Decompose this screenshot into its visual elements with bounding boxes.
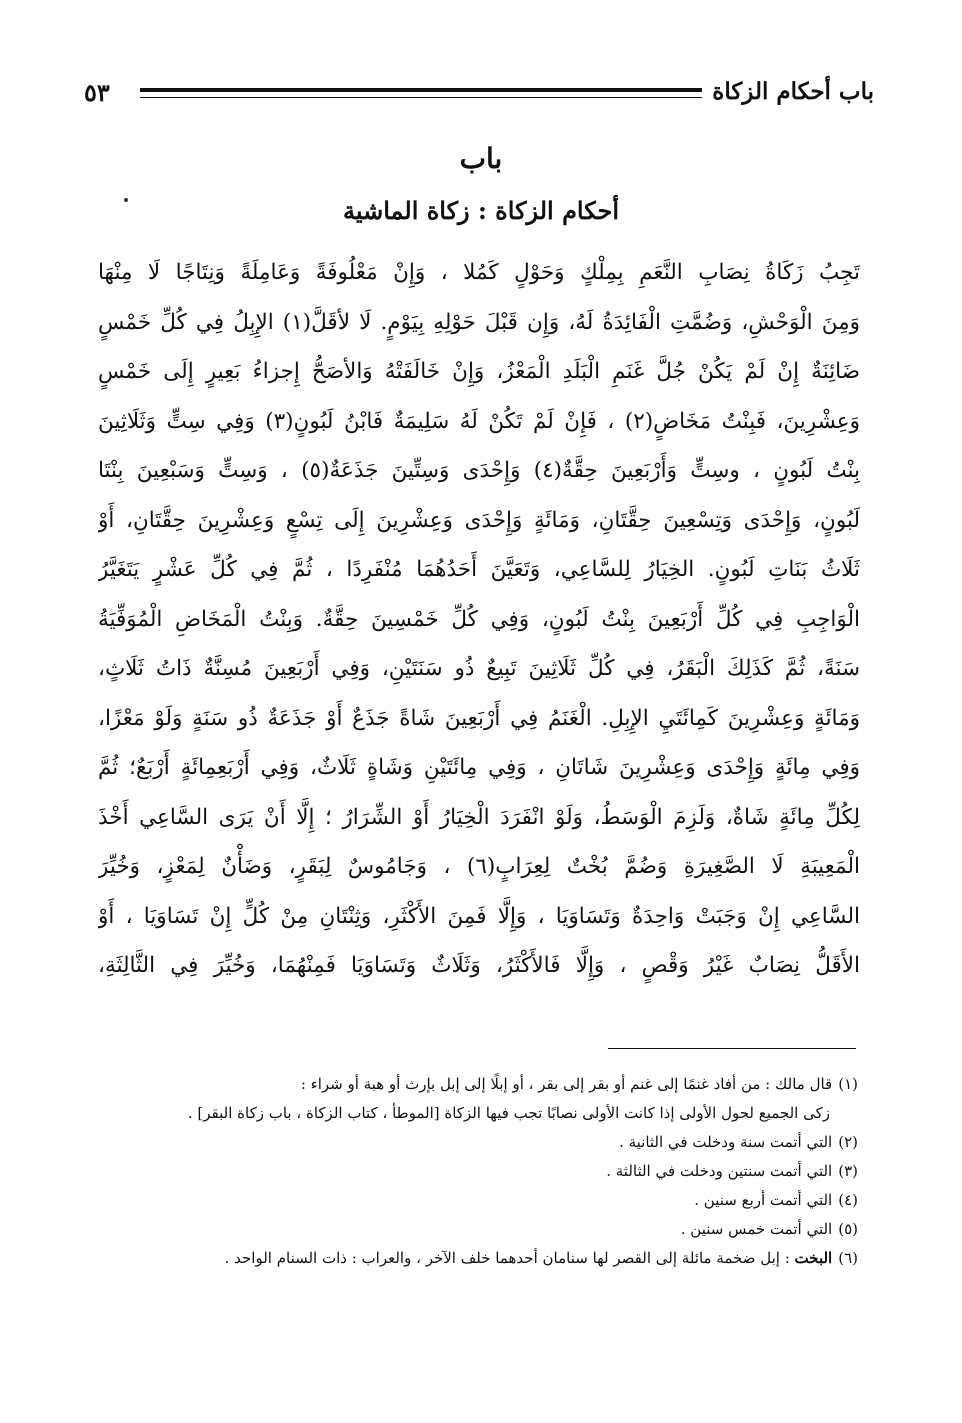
footnote-text: التي أتمت سنتين ودخلت في الثالثة . — [606, 1162, 833, 1180]
body-line: ثَلَاثُ بَنَاتِ لَبُونٍ. الخِيَارُ لِلسَّاعِي، وَتَعَيَّنَ أَحَدُهُمَا مُنْفَرِدًا ، ثُمَّ فِي كُلِّ عَشْرٍ يَتَغَيَّرُ — [98, 557, 860, 582]
body-line: تَجِبُ زَكَاةُ نِصَابِ النَّعَمِ بِمِلْكٍ وَحَوْلٍ كَمُلا ، وَإِنْ مَعْلُوفَةً وَعَامِلَةً وَنِتَاجًا لَا مِنْهَا — [98, 260, 860, 285]
footnote-1 — [88, 1070, 858, 1099]
footnote-1-continued — [88, 1099, 858, 1128]
header-rule — [140, 88, 702, 98]
body-line: ضَائِنَةٌ إِنْ لَمْ يَكُنْ جُلَّ غَنَمِ الْبَلَدِ الْمَعْزُ، وَإِنْ خَالَفَتْهُ وَالأصَحُّ إِجزاءُ بَعِيرٍ إِلَى خَمْسٍ — [98, 359, 860, 384]
footnote-text: التي أتمت أربع سنين . — [694, 1191, 833, 1209]
body-text — [98, 248, 860, 991]
running-title: باب أحكام الزكاة — [712, 78, 874, 105]
running-header — [84, 78, 874, 112]
body-line: وَمِنَ الْوَحْشِ، وَضُمَّتِ الْفَائِدَةُ لَهُ، وَإِن قَبْلَ حَوْلِهِ بِيَوْمٍ. لَا لأقَلَّ(١) الإِبِلُ فِي كُلِّ خَمْسٍ — [98, 309, 860, 335]
body-line: لِكُلِّ مِائَةٍ شَاةٌ، وَلَزِمَ الْوَسَطُ، وَلَوْ انْفَرَدَ الْخِيَارُ أَوْ الشِّرَارُ ؛ إِلَّا أَنْ يَرَى السَّاعِي أَخْذَ — [98, 804, 860, 830]
footnote-term: البخت — [794, 1249, 833, 1267]
footnote-5 — [88, 1215, 858, 1244]
footnote-text: التي أتمت خمس سنين . — [680, 1220, 833, 1238]
body-line: السَّاعِي إِنْ وَجَبَتْ وَاحِدَةٌ وَتَسَاوَيَا ، وَإِلَّا فَمِنَ الأَكْثَرِ، وَثِنْتَانِ مِنْ كُلٍّ إِنْ تَسَاوَيَا ، أَوْ — [98, 903, 860, 929]
footnote-text: زكى الجميع لحول الأولى إذا كانت الأولى نصابًا تجب فيها الزكاة [الموطأ ، كتاب الزكاة ، باب زكاة البقر] . — [187, 1104, 830, 1122]
footnote-number: (٤) — [838, 1191, 858, 1209]
body-line: الأَقَلُّ نِصَابٌ غَيْرُ وَقْصٍ ، وَإِلَّا فَالأَكْثَرُ، وَثَلَاثٌ وَتَسَاوَيَا فَمِنْهُمَا، وَخُيِّرَ فِي الثَّالِثَةِ، — [98, 953, 860, 978]
body-line: بِنْتُ لَبُونٍ ، وسِتٍّ وَأَرْبَعِينَ حِقَّةٌ(٤) وَإِحْدَى وَسِتِّينَ جَذَعَةٌ(٥) ، وَسِتٍّ وَسَبْعِينَ بِنْتَا — [98, 458, 860, 483]
footnote-text: قال مالك : من أفاد غنمًا إلى غنم أو بقر إلى بقر ، أو إبلًا إلى إبل بإرث أو هبة أو شراء : — [300, 1075, 833, 1093]
print-speck — [124, 198, 128, 202]
footnote-number: (٢) — [838, 1133, 858, 1151]
footnote-text: التي أتمت سنة ودخلت في الثانية . — [619, 1133, 833, 1151]
page-number: ٥٣ — [84, 78, 110, 107]
footnote-text: : إبل ضخمة مائلة إلى القصر لها سنامان أحدهما خلف الآخر ، والعراب : ذات السنام الواحد . — [224, 1249, 795, 1267]
footnote-number: (١) — [838, 1075, 858, 1093]
footnote-4 — [88, 1186, 858, 1215]
body-line: وَمَائَةٍ وَعِشْرِينَ كَمِائَتَيِ الإِبِلِ. الْغَنَمُ فِي أَرْبَعِينَ شَاةً جَذَعٌ أَوْ جَذَعَةٌ ذُو سَنَةٍ وَلَوْ مَعْزًا، — [98, 705, 860, 731]
body-line: وَفِي مِائَةٍ وَإِحْدَى وَعِشْرِينَ شَاتَانِ ، وَفِي مِائَتَيْنِ وَشَاةٍ ثَلَاثٌ، وَفِي أَرْبَعِمِائَةٍ أَرْبَعٌ؛ ثُمَّ — [98, 755, 860, 780]
footnotes — [88, 1070, 858, 1273]
body-line: الْمَعِيبَةِ لَا الصَّغِيرَةِ وَضُمَّ بُخْتٌ لِعِرَابٍ(٦) ، وَجَامُوسٌ لِبَقَرٍ، وَضَأْنٌ لِمَعْزٍ، وَخُيِّرَ — [98, 854, 860, 879]
footnote-number: (٦) — [838, 1249, 858, 1267]
section-title: باب — [459, 142, 503, 175]
footnote-rule — [608, 1048, 856, 1049]
body-line: وَعِشْرِينَ، فَبِنْتُ مَخَاضٍ(٢) ، فَإِنْ لَمْ تَكُنْ لَهُ سَلِيمَةٌ فَابْنُ لَبُونٍ(٣) وَفِي سِتٍّ وَثَلَاثِينَ — [98, 408, 860, 434]
footnote-number: (٣) — [838, 1162, 858, 1180]
section-subtitle: أحكام الزكاة : زكاة الماشية — [342, 196, 620, 225]
footnote-2 — [88, 1128, 858, 1157]
footnote-number: (٥) — [838, 1220, 858, 1238]
body-line: الْوَاجِبِ فِي كُلِّ أَرْبَعِينَ بِنْتُ لَبُونٍ، وَفِي كُلِّ خَمْسِينَ حِقَّةٌ. وَبِنْتُ الْمَخَاضِ الْمُوَفِّيَةُ — [98, 606, 860, 632]
footnote-3 — [88, 1157, 858, 1186]
footnote-6 — [88, 1244, 858, 1273]
body-line: لَبُونٍ، وَإِحْدَى وَتِسْعِينَ حِقَّتَانِ، وَمَائَةٍ وَإِحْدَى وَعِشْرِينَ إِلَى تِسْعٍ وَعِشْرِينَ حِقَّتَانِ، أَوْ — [98, 507, 860, 533]
body-line: سَنَةً، ثُمَّ كَذَلِكَ الْبَقَرُ، فِي كُلِّ ثَلَاثِينَ تَبِيعٌ ذُو سَنَتَيْنِ، وَفِي أَرْبَعِينَ مُسِنَّةٌ ذَاتُ ثَلَاثٍ، — [98, 656, 860, 681]
